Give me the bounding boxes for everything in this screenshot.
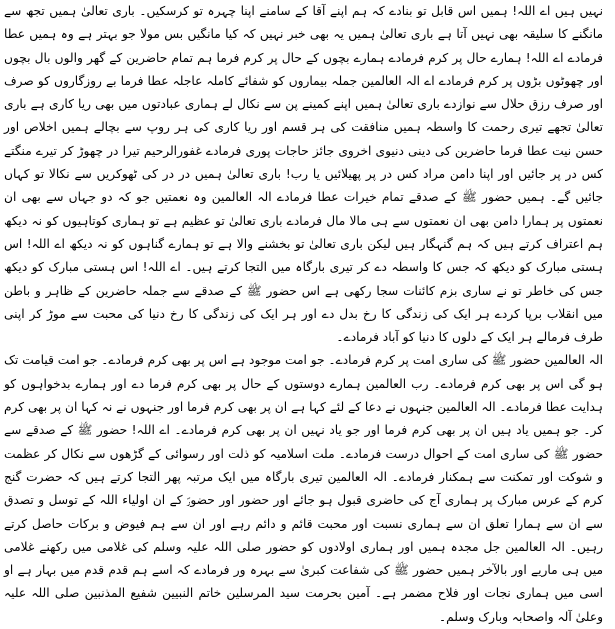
paragraph: نہیں ہیں اے اللہ! ہمیں اس قابل تو بنادے کہ ہم اپنے آقا کے سامنے اپنا چہرہ تو کرسکیں۔ باری تعالیٰ ہمیں تجھ سے مانگنے کا سلیقہ بھی نہیں آتا ہے باری تعالیٰ ہمیں یہ بھی خبر نہیں کہ کیا مانگیں بس مولا جو بہتر ہے وہ ہمیں عطا فرمادے اے اللہ! ہمارے حال پر کرم فرمادے ہمارے بچوں کے حال پر کرم فرما ہم تمام حاضرین کے گھر والوں بال بچوں اور چھوٹوں بڑوں پر کرم فرمادے اے الہ العالمین جملہ بیماروں کو شفائے کاملہ عاجلہ عطا فرما بے روزگاروں کو صرف اور صرف رزق حلال سے نوازدے باری تعالیٰ ہمیں اپنے کمینے پن سے نکال لے ہماری عبادتوں میں بھی ریا کاری ہے باری تعالیٰ تجھے تیری رحمت کا واسطہ ہمیں منافقت کی ہر قسم اور ریا کاری کی ہر روپ سے بچالے ہمیں اخلاص اور حسن نیت عطا فرما حاضرین کی دینی دنیوی اخروی جائز حاجات پوری فرمادے غفورالرحیم تیرا در چھوڑ کر تیرے منگتے کس در پر جائیں اور اپنا دامن مراد کس در پر پھیلائیں یا رب! باری تعالیٰ ہمیں در در کی ٹھوکریں سے نکالا تو کہاں جائیں گے۔ ہمیں حضور ﷺ کے صدقے تمام خیرات عطا فرمادے الہ العالمین وہ نعمتیں جو کہ دو جہاں سے بھی ان نعمتوں پر ہمارا دامن بھی ان نعمتوں سے ہی مالا مال فرمادے باری تعالیٰ تو عظیم ہے تو ہماری کوتاہیوں کو نہ دیکھ ہم اعتراف کرتے ہیں کہ ہم گنہگار ہیں لیکن باری تعالیٰ تو بخشنے والا ہے تو ہمارے گناہوں کو نہ دیکھ اے اللہ! اس ہستی مبارک کو دیکھ کہ جس کا واسطہ دے کر تیری بارگاہ میں التجا کرتے ہیں۔ اے اللہ! اس ہستی مبارک کو دیکھ جس کی خاطر تو نے ساری بزم کائنات سجا رکھی ہے اس حضور ﷺ کے صدقے سے جملہ حاضرین کے ظاہر و باطن میں انقلاب برپا کردے ہر ایک کی زندگی کا رخ بدل دے اور ہر ایک کی زندگی کا رخ دنیا کی محبت سے موڑ کر اپنی طرف فرمالے ہر ایک کے دلوں کا دنیا کو آباد فرمادے۔ xyxy=(4,4,603,345)
paragraph: الہ العالمین حضور ﷺ کی ساری امت پر کرم فرمادے۔ جو امت موجود ہے اس پر بھی کرم فرمادے۔ جو امت قیامت تک ہو گی اس پر بھی کرم فرمادے۔ رب العالمین ہمارے دوستوں کے حال پر بھی کرم فرما دے اور ہمارے بدخواہوں کو ہدایت عطا فرمادے۔ الہ العالمین جنہوں نے دعا کے لئے کہا ہے ان پر بھی کرم فرما اور جنہوں نے نہ کہا ان پر بھی کرم کر۔ جو ہمیں یاد ہیں ان پر بھی کرم فرما اور جو یاد نہیں ان پر بھی کرم فرمادے۔ اے اللہ! حضور ﷺ کے صدقے سے حضور ﷺ کی ساری امت کے احوال درست فرمادے۔ ملت اسلامیہ کو ذلت اور رسوائی کے گڑھوں سے نکال کر عظمت و شوکت اور تمکنت سے ہمکنار فرمادے۔ الہ العالمین تیری بارگاہ میں ایک مرتبہ پھر التجا کرتے ہیں کہ حضرت گنج کرم کے عرس مبارک پر ہماری آج کی حاضری قبول ہو جائے اور حضور اور حضورؐ کے ان اولیاء اللہ کے توسل و تصدق سے ان سے ہمارا تعلق ان سے ہماری نسبت اور محبت قائم و دائم رہے اور ان سے ہم فیوض و برکات حاصل کرتے رہیں۔ الہ العالمین جل مجدہ ہمیں اور ہماری اولادوں کو حضور صلی اللہ علیہ وسلم کی غلامی میں رکھنے غلامی میں ہی ماریے اور بالآخر ہمیں حضور ﷺ کی شفاعت کبریٰ سے بہرہ ور فرمادے کہ اسے ہم قدم قدم میں بہار ہے او اسی میں ہماری نجات اور فلاح مضمر ہے۔ آمین بحرمت سید المرسلین خاتم النبیین شفیع المذنبین صلی اللہ علیہ وعلیٰ آلہ واصحابہ وبارک وسلم۔ xyxy=(4,353,603,624)
